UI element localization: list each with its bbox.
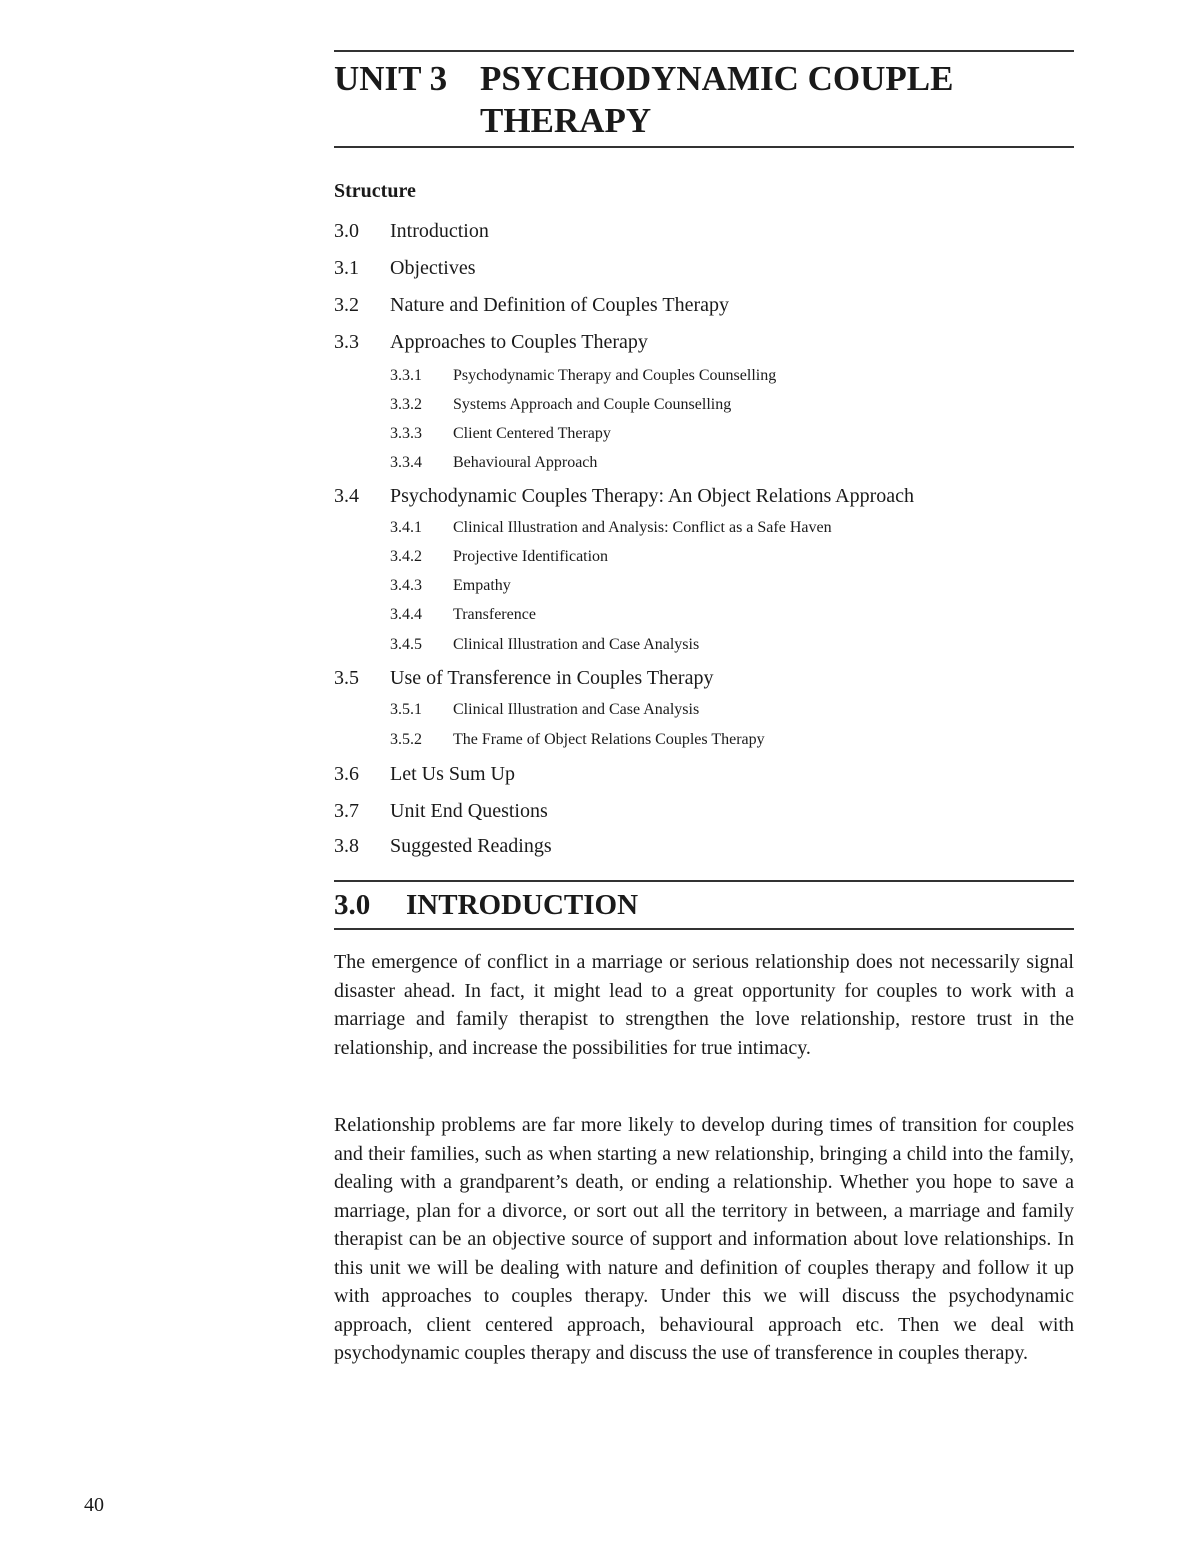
toc-number: 3.1 bbox=[334, 257, 359, 279]
toc-label: Systems Approach and Couple Counselling bbox=[453, 396, 732, 413]
toc-number: 3.4.5 bbox=[390, 636, 422, 653]
toc-item bbox=[334, 294, 729, 317]
toc-number: 3.7 bbox=[334, 800, 359, 822]
toc-number: 3.8 bbox=[334, 835, 359, 857]
section-title-text: INTRODUCTION bbox=[406, 889, 639, 921]
toc-label: Empathy bbox=[453, 577, 511, 594]
toc-number: 3.4 bbox=[334, 485, 359, 507]
toc-item bbox=[334, 763, 515, 786]
toc-item bbox=[334, 331, 648, 354]
toc-label: Nature and Definition of Couples Therapy bbox=[390, 294, 729, 316]
toc-subitem bbox=[390, 577, 511, 595]
toc-number: 3.6 bbox=[334, 763, 359, 785]
toc-number: 3.4.2 bbox=[390, 548, 422, 565]
toc-label: Unit End Questions bbox=[390, 800, 548, 822]
toc-subitem bbox=[390, 548, 608, 566]
toc-label: Transference bbox=[453, 606, 536, 623]
toc-label: Clinical Illustration and Analysis: Conflict as a Safe Haven bbox=[453, 519, 832, 536]
section-number: 3.0 bbox=[334, 889, 371, 921]
toc-subitem bbox=[390, 701, 699, 719]
unit-header bbox=[334, 50, 1074, 148]
toc-subitem bbox=[390, 425, 611, 443]
toc-number: 3.4.3 bbox=[390, 577, 422, 594]
toc-number: 3.2 bbox=[334, 294, 359, 316]
paragraph: The emergence of conflict in a marriage or serious relationship does not necessarily signal disaster ahead. In fact, it might lead to a great opportunity for couples to work with a marriage and family therapist to strengthen the love relationship, restore trust in the relationship, and increase the possibilities for true intimacy. bbox=[334, 951, 1074, 1059]
toc-label: Let Us Sum Up bbox=[390, 763, 515, 785]
toc-number: 3.3 bbox=[334, 331, 359, 353]
unit-title bbox=[334, 58, 1074, 142]
toc-item bbox=[334, 220, 489, 243]
toc-number: 3.4.1 bbox=[390, 519, 422, 536]
toc-number: 3.3.3 bbox=[390, 425, 422, 442]
toc-label: Clinical Illustration and Case Analysis bbox=[453, 701, 700, 718]
toc-label: Behavioural Approach bbox=[453, 454, 598, 471]
unit-title-text: PSYCHODYNAMIC COUPLE THERAPY bbox=[480, 59, 954, 140]
toc-number: 3.5 bbox=[334, 667, 359, 689]
toc-label: Psychodynamic Couples Therapy: An Object Relations Approach bbox=[390, 485, 914, 507]
toc-label: Client Centered Therapy bbox=[453, 425, 611, 442]
toc-item bbox=[334, 485, 914, 508]
section-top-rule bbox=[334, 880, 1074, 882]
section-header bbox=[334, 880, 1074, 930]
unit-bottom-rule bbox=[334, 146, 1074, 148]
toc-subitem bbox=[390, 367, 776, 385]
toc-label: Suggested Readings bbox=[390, 835, 552, 857]
toc-label: Projective Identification bbox=[453, 548, 609, 565]
top-rule bbox=[334, 50, 1074, 52]
toc-number: 3.3.4 bbox=[390, 454, 422, 471]
toc-number: 3.4.4 bbox=[390, 606, 422, 623]
toc-subitem bbox=[390, 636, 699, 654]
toc-label: The Frame of Object Relations Couples Therapy bbox=[453, 731, 765, 748]
toc-item bbox=[334, 800, 548, 823]
toc-item bbox=[334, 257, 476, 280]
toc-label: Psychodynamic Therapy and Couples Counselling bbox=[453, 367, 777, 384]
toc-label: Introduction bbox=[390, 220, 489, 242]
toc-item bbox=[334, 667, 713, 690]
section-title bbox=[334, 886, 1074, 924]
toc-subitem bbox=[390, 606, 536, 624]
toc-label: Clinical Illustration and Case Analysis bbox=[453, 636, 700, 653]
toc-label: Use of Transference in Couples Therapy bbox=[390, 667, 714, 689]
toc-subitem bbox=[390, 731, 765, 749]
toc-item bbox=[334, 835, 552, 858]
paragraph: Relationship problems are far more likely to develop during times of transition for couples and their families, such as when starting a new relationship, bringing a child into the family, dealing with a grandparent’s death, or ending a relationship. Whether you hope to save a marriage, plan for a divorce, or sort out all the territory in between, a marriage and family therapist can be an objective source of support and information about love relationships. In this unit we will be dealing with nature and definition of couples therapy and follow it up with approaches to couples therapy. Under this we will discuss the psychodynamic approach, client centered approach, behavioural approach etc. Then we deal with psychodynamic couples therapy and discuss the use of transference in couples therapy. bbox=[334, 1114, 1074, 1364]
toc-number: 3.3.1 bbox=[390, 367, 422, 384]
toc-number: 3.0 bbox=[334, 220, 359, 242]
toc-subitem bbox=[390, 519, 832, 537]
section-bottom-rule bbox=[334, 928, 1074, 930]
structure-label: Structure bbox=[334, 180, 416, 202]
page-number: 40 bbox=[84, 1494, 104, 1516]
toc-number: 3.3.2 bbox=[390, 396, 422, 413]
toc-subitem bbox=[390, 396, 731, 414]
toc-number: 3.5.2 bbox=[390, 731, 422, 748]
toc-label: Approaches to Couples Therapy bbox=[390, 331, 648, 353]
toc-label: Objectives bbox=[390, 257, 476, 279]
unit-number: UNIT 3 bbox=[334, 59, 448, 98]
toc-subitem bbox=[390, 454, 597, 472]
toc-number: 3.5.1 bbox=[390, 701, 422, 718]
